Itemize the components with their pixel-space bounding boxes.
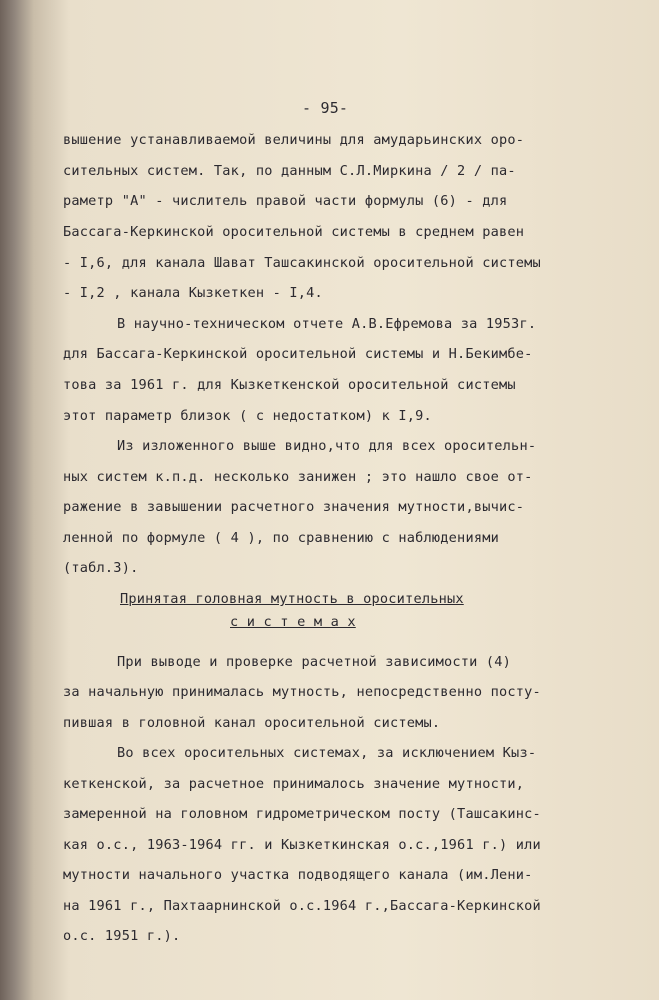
text-line: для Бассага-Керкинской оросительной системы и Н.Бекимбе-: [63, 346, 533, 362]
text-line: (табл.3).: [63, 560, 139, 576]
text-line: - I,2 , канала Кызкеткен - I,4.: [63, 285, 323, 301]
text-line: - I,6, для канала Шават Ташсакинской оросительной системы: [63, 255, 541, 271]
text-line: замеренной на головном гидрометрическом посту (Ташсакинс-: [63, 806, 541, 822]
text-line: вышение устанавливаемой величины для амударьинских оро-: [63, 132, 525, 148]
text-line: сительных систем. Так, по данным С.Л.Миркина / 2 / па-: [63, 163, 516, 179]
text-line: на 1961 г., Пахтаарнинской о.с.1964 г.,Бассага-Керкинской: [63, 898, 541, 914]
text-line: Бассага-Керкинской оросительной системы в среднем равен: [63, 224, 525, 240]
text-line: этот параметр близок ( с недостатком) к I,9.: [63, 408, 432, 424]
section-heading-subtitle: с и с т е м а х: [230, 614, 356, 630]
text-line: за начальную принималась мутность, непосредственно посту-: [63, 684, 541, 700]
text-line: кая о.с., 1963-1964 гг. и Кызкеткинская о.с.,1961 г.) или: [63, 837, 541, 853]
section-heading: Принятая головная мутность в оросительных: [120, 591, 464, 607]
text-line: В научно-техническом отчете А.В.Ефремова за 1953г.: [117, 316, 537, 332]
text-line: ленной по формуле ( 4 ), по сравнению с наблюдениями: [63, 530, 499, 546]
text-line: кеткенской, за расчетное принималось значение мутности,: [63, 776, 525, 792]
page-number: - 95-: [302, 99, 349, 117]
text-line: пившая в головной канал оросительной системы.: [63, 715, 441, 731]
text-line: ных систем к.п.д. несколько занижен ; это нашло свое от-: [63, 469, 533, 485]
text-line: о.с. 1951 г.).: [63, 928, 181, 944]
text-line: мутности начального участка подводящего канала (им.Лени-: [63, 867, 533, 883]
text-line: Во всех оросительных системах, за исключением Кыз-: [117, 745, 537, 761]
text-line: раметр "А" - числитель правой части формулы (6) - для: [63, 193, 508, 209]
text-line: При выводе и проверке расчетной зависимости (4): [117, 654, 512, 670]
text-line: Из изложенного выше видно,что для всех оросительн-: [117, 438, 537, 454]
text-line: ражение в завышении расчетного значения мутности,вычис-: [63, 499, 525, 515]
text-line: това за 1961 г. для Кызкеткенской оросительной системы: [63, 377, 516, 393]
